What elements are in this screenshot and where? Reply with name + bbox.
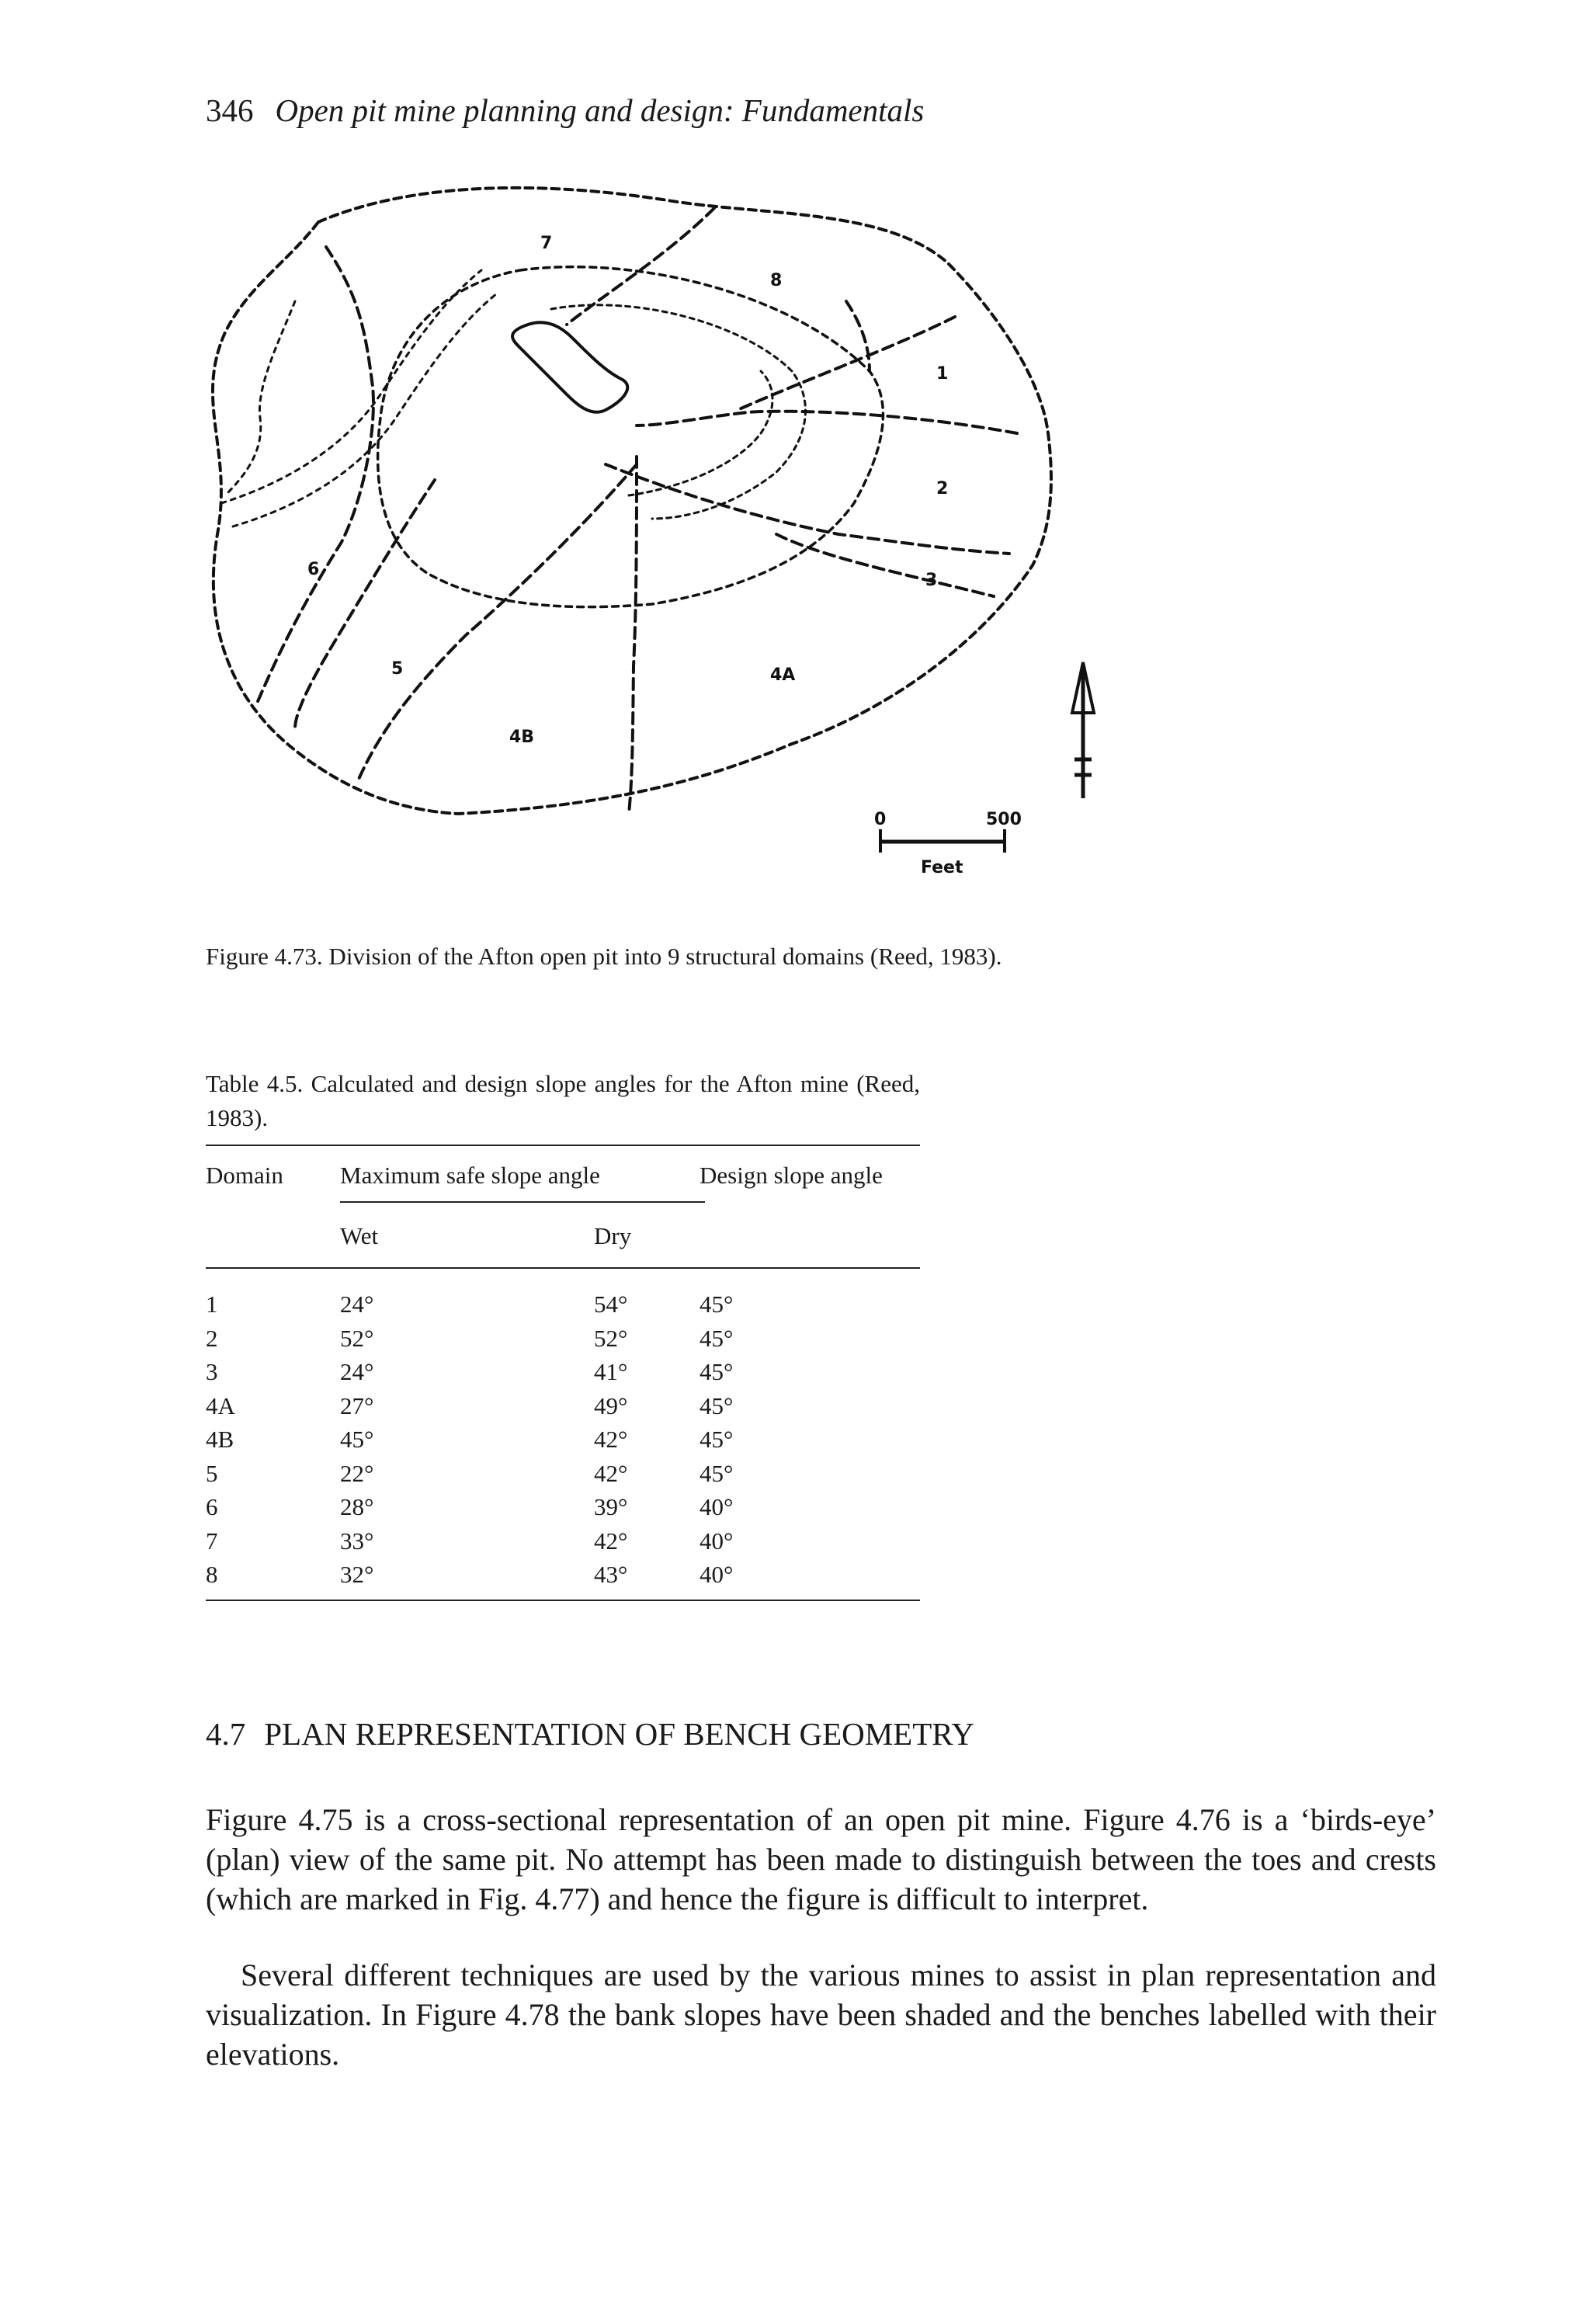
table-row xyxy=(206,1490,920,1524)
cell-domain: 5 xyxy=(206,1459,218,1487)
table-bottom-rule xyxy=(206,1600,920,1601)
running-head xyxy=(206,92,925,128)
figure-caption: Figure 4.73. Division of the Afton open pit into 9 structural domains (Reed, 1983). xyxy=(206,943,1002,970)
cell-dry: 52° xyxy=(594,1324,628,1352)
domain-label-5: 5 xyxy=(391,659,404,679)
book-subtitle: : Fundamentals xyxy=(723,92,925,128)
body-paragraph: Several different techniques are used by the various mines to assist in plan representation and visualization. In Figure 4.78 the bank slopes have been shaded and the benches labelled with their elevations. xyxy=(206,1958,1436,2072)
cell-domain: 7 xyxy=(206,1527,218,1555)
pit-inner-ring xyxy=(378,267,884,607)
cell-dry: 42° xyxy=(594,1459,628,1487)
cell-domain: 6 xyxy=(206,1493,218,1520)
cell-design: 40° xyxy=(700,1493,734,1520)
boundary-2-3 xyxy=(606,464,1009,554)
cell-dry: 43° xyxy=(594,1561,628,1588)
map-drawing xyxy=(202,169,1165,907)
boundary-8-1 xyxy=(738,317,955,410)
cell-design: 45° xyxy=(700,1324,734,1352)
boundary-4A-4B xyxy=(629,457,637,814)
table-body xyxy=(206,1287,920,1592)
domain-label-8: 8 xyxy=(770,271,783,290)
cell-design: 45° xyxy=(700,1358,734,1385)
header-max-safe: Maximum safe slope angle xyxy=(340,1162,600,1189)
table-row xyxy=(206,1287,920,1322)
table-top-rule xyxy=(206,1145,920,1146)
cell-dry: 39° xyxy=(594,1493,628,1520)
cell-wet: 27° xyxy=(340,1391,374,1419)
table-row xyxy=(206,1389,920,1423)
scale-bar-icon xyxy=(880,829,1005,853)
table-row xyxy=(206,1558,920,1592)
boundary-7-6 xyxy=(256,247,373,705)
boundary-4B-5 xyxy=(357,464,637,783)
table-row xyxy=(206,1457,920,1491)
domain-label-7: 7 xyxy=(540,234,553,253)
body-paragraph: Figure 4.75 is a cross-sectional representation of an open pit mine. Figure 4.76 is a ‘birds-eye’ (plan) view of the same pit. No attempt has been made to distinguish between the toes and crests (which are marked in Fig. 4.77) and hence the figure is difficult to interpret. xyxy=(206,1802,1436,1916)
cell-dry: 42° xyxy=(594,1527,628,1555)
cell-wet: 24° xyxy=(340,1358,374,1385)
header-domain: Domain xyxy=(206,1162,283,1189)
section-title: PLAN REPRESENTATION OF BENCH GEOMETRY xyxy=(264,1716,974,1752)
cell-dry: 42° xyxy=(594,1426,628,1453)
header-dry: Dry xyxy=(594,1222,632,1249)
scale-unit-label: Feet xyxy=(921,858,963,877)
table-row xyxy=(206,1355,920,1389)
table-row xyxy=(206,1524,920,1558)
scale-zero-label: 0 xyxy=(874,810,887,829)
pit-bottom-ring-2 xyxy=(629,371,772,495)
cell-dry: 49° xyxy=(594,1391,628,1419)
cell-dry: 41° xyxy=(594,1358,628,1385)
page-number: 346 xyxy=(206,92,254,128)
pit-outer-inner-line xyxy=(225,301,295,495)
table-row xyxy=(206,1423,920,1457)
pit-west-band-2 xyxy=(233,294,497,526)
cell-domain: 3 xyxy=(206,1358,218,1385)
cell-wet: 28° xyxy=(340,1493,374,1520)
cell-design: 40° xyxy=(700,1527,734,1555)
pit-crest-center xyxy=(512,322,627,412)
domain-label-2: 2 xyxy=(936,479,949,498)
cell-domain: 1 xyxy=(206,1291,218,1318)
cell-wet: 24° xyxy=(340,1291,374,1318)
cell-wet: 52° xyxy=(340,1324,374,1352)
cell-design: 45° xyxy=(700,1291,734,1318)
boundary-1-2 xyxy=(637,412,1017,433)
cell-wet: 33° xyxy=(340,1527,374,1555)
cell-dry: 54° xyxy=(594,1291,628,1318)
cell-design: 45° xyxy=(700,1391,734,1419)
north-arrow-icon xyxy=(1072,662,1094,798)
domain-label-6: 6 xyxy=(307,560,320,579)
scale-max-label: 500 xyxy=(986,810,1022,829)
section-number: 4.7 xyxy=(206,1716,246,1752)
header-span-rule xyxy=(340,1201,705,1203)
cell-domain: 8 xyxy=(206,1561,218,1588)
cell-design: 45° xyxy=(700,1426,734,1453)
table-caption: Table 4.5. Calculated and design slope angles for the Afton mine (Reed, 1983). xyxy=(206,1070,920,1131)
afton-pit-domain-map xyxy=(202,169,1165,907)
boundary-3-4A xyxy=(776,534,994,596)
cell-wet: 32° xyxy=(340,1561,374,1588)
book-title: Open pit mine planning and design xyxy=(275,92,724,128)
domain-label-3: 3 xyxy=(925,571,938,590)
cell-wet: 22° xyxy=(340,1459,374,1487)
cell-design: 40° xyxy=(700,1561,734,1588)
domain-label-1: 1 xyxy=(936,364,949,384)
cell-domain: 2 xyxy=(206,1324,218,1352)
domain-label-4A: 4A xyxy=(770,665,796,685)
domain-label-4B: 4B xyxy=(509,728,535,747)
header-wet: Wet xyxy=(340,1222,379,1249)
table-row xyxy=(206,1322,920,1356)
cell-domain: 4A xyxy=(206,1391,235,1419)
header-design: Design slope angle xyxy=(700,1162,883,1189)
header-bottom-rule xyxy=(206,1267,920,1269)
section-heading xyxy=(206,1715,974,1753)
cell-design: 45° xyxy=(700,1459,734,1487)
cell-domain: 4B xyxy=(206,1426,234,1453)
cell-wet: 45° xyxy=(340,1426,374,1453)
